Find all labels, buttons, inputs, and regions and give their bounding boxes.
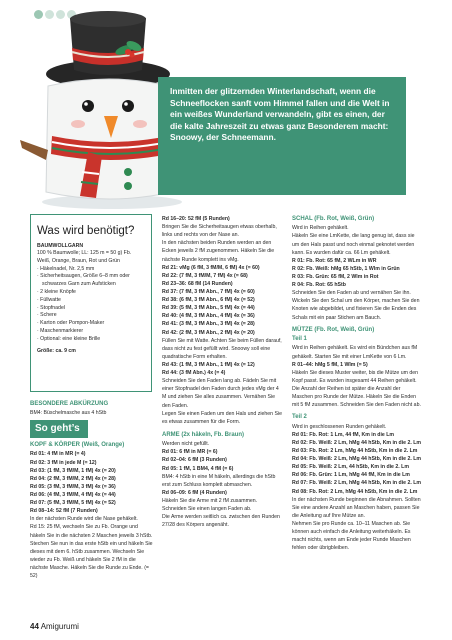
row-instruction: Rd 22: (7 fM, 3 fM/M, 7 fM) 4x (= 68) xyxy=(162,272,248,279)
row-instruction: Rd 03: Fb. Rot: 2 Lm, hMg 44 hStb, Km in die 2. Lm xyxy=(292,447,418,454)
section-heading-hat: MÜTZE (Fb. Rot, Weiß, Grün) xyxy=(292,326,375,333)
materials-title: Was wird benötigt? xyxy=(37,225,135,237)
row-instruction: Rd 06: Fb. Grün: 1 Lm, hMg 44 fM, Km in die Lm xyxy=(292,472,410,479)
row-instruction: Rd 41: (3 fM, 3 fM Abn., 3 fM) 4x (= 28) xyxy=(162,321,255,328)
paragraph: Legen Sie einen Faden um den Hals und ziehen Sie es etwas zusammen für die Form. xyxy=(162,410,282,425)
row-instruction: Rd 08–14: 52 fM (7 Runden) xyxy=(30,508,98,515)
yarn-title: BAUMWOLLGARN xyxy=(37,243,84,249)
paragraph: Rd 15: 25 fM, wechseln Sie zu Fb. Orange und häkeln Sie in die nächsten 2 Maschen jeweils 3 hStb. Stechen Sie nun in das erste hStb ein und häkeln Sie dieses mit dem 6. hStb zusammen. Wechseln Sie wieder zu Fb. Weiß und häkeln Sie 2 fM in die nächste Masche. Häkeln Sie die Runde zu Ende. (= 52) xyxy=(30,524,153,580)
part-2-heading: Teil 2 xyxy=(292,414,307,421)
row-instruction: R 01–44: hMg 5 fM, 1 Wlm (= 5) xyxy=(292,361,368,368)
row-instruction: Rd 44: (3 fM Abn.) 4x (= 4) xyxy=(162,370,226,377)
paragraph: Wird in Reihen gehäkelt. xyxy=(292,225,349,232)
list-item: · Karton oder Pompon-Maker xyxy=(37,320,105,327)
abbreviation-text: BM4: Büschelmasche aus 4 hStb xyxy=(30,410,107,417)
paragraph: Schneiden Sie einen langen Faden ab. xyxy=(162,506,252,513)
row-instruction: R 04: Fb. Rot: 65 hStb xyxy=(292,282,346,289)
row-instruction: Rd 37: (7 fM, 3 fM Abn., 7 fM) 4x (= 60) xyxy=(162,288,255,295)
list-item: · Schere xyxy=(37,312,57,319)
row-instruction: R 02: Fb. Weiß: hMg 65 hStb, 1 Wlm in Grün xyxy=(292,265,400,272)
size-label: Größe: ca. 9 cm xyxy=(37,347,76,354)
row-instruction: Rd 01: 4 fM in MR (= 4) xyxy=(30,451,86,458)
row-instruction: Rd 01: Fb. Rot: 1 Lm, 44 fM, Km in die Lm xyxy=(292,431,395,438)
section-heading-arms: ARME (2x häkeln, Fb. Braun) xyxy=(162,431,245,438)
list-item: · Sicherheitsaugen, Größe 6–8 mm oder schwarzes Garn zum Aufsticken xyxy=(37,273,130,288)
row-instruction: Rd 07: (5 fM, 3 fM/M, 5 fM) 4x (= 52) xyxy=(30,500,116,507)
paragraph: Nehmen Sie pro Runde ca. 10–11 Maschen ab. Sie können auch einfach die Anleitung weiterhäkeln. Es macht nichts, wenn am Ende jeder Runde Maschen fehlen oder übrigbleiben. xyxy=(292,520,411,552)
page-number: 44 xyxy=(30,622,39,631)
paragraph: Häkeln Sie dieses Muster weiter, bis die Mütze um den Kopf passt. Es wurden insgesamt 44 Reihen gehäkelt. Die Anzahl der Reihen ist später die Anzahl der Maschen pro Runde der Mütze. Häkeln Sie die Enden mit 5 fM zusammen. Schneiden Sie den Faden nicht ab. xyxy=(292,369,421,409)
row-instruction: Rd 02–04: 6 fM (3 Runden) xyxy=(162,457,227,464)
page-footer xyxy=(30,622,79,631)
paragraph: Die Arme werden seitlich ca. zwischen den Runden 27/28 des Körpers angenäht. xyxy=(162,514,280,529)
list-item: · 2 kleine Knöpfe xyxy=(37,288,76,295)
row-instruction: Rd 02: 3 fM in jede M (= 12) xyxy=(30,459,97,466)
intro-text: Inmitten der glitzernden Winterlandschaft, wenn die Schneeflocken sanft vom Himmel fallen und die Welt in ein weißes Wunderland verwandeln, gibt es einen, der die kalte Jahreszeit zu etwas ganz Besonderem macht: Snoowy, der Schneemann. xyxy=(170,86,390,143)
row-instruction: Rd 04: (2 fM, 3 fM/M, 2 fM) 4x (= 28) xyxy=(30,475,116,482)
paragraph: Schneiden Sie den Faden ab und vernähen Sie ihn. Wickeln Sie den Schal um den Körper, machen Sie den Knoten wie abgebildet, und fixieren Sie die Enden des Schals mit ein paar Stichen am Bauch. xyxy=(292,290,420,321)
list-item: · Stopfnadel xyxy=(37,304,65,311)
row-instruction: Rd 05: 1 fM, 1 BM4, 4 fM (= 6) xyxy=(162,465,234,472)
row-instruction: R 01: Fb. Rot: 65 fM, 2 WLm in WR xyxy=(292,257,377,264)
row-instruction: Rd 07: Fb. Weiß: 2 Lm, hMg 44 hStb, Km in die 2. Lm xyxy=(292,480,422,487)
paragraph: Häkeln Sie eine LmKette, die lang genug ist, dass sie um den Hals passt und noch einmal geknotet werden kann. Es wurden dafür ca. 66 Lm gehäkelt. xyxy=(292,233,415,256)
section-heading-head-body: KOPF & KÖRPER (Weiß, Orange) xyxy=(30,442,125,449)
row-instruction: Rd 08: Fb. Rot: 2 Lm, hMg 44 hStb, Km in die 2. Lm xyxy=(292,488,418,495)
row-instruction: Rd 23–36: 68 fM (14 Runden) xyxy=(162,280,233,287)
row-instruction: Rd 06: (4 fM, 3 fM/M, 4 fM) 4x (= 44) xyxy=(30,491,116,498)
paragraph: BM4: 4 hStb in eine M häkeln, allerdings die hStb erst zum Schluss komplett abmaschen. xyxy=(162,473,276,488)
row-instruction: Rd 39: (5 fM, 3 fM Abn., 5 fM) 4x (= 44) xyxy=(162,305,255,312)
row-instruction: Rd 42: (2 fM, 3 fM Abn., 2 fM) 4x (= 20) xyxy=(162,329,255,336)
row-instruction: Rd 40: (4 fM, 3 fM Abn., 4 fM) 4x (= 36) xyxy=(162,313,255,320)
row-instruction: Rd 21: vMg (6 fM, 3 fM/M, 6 fM) 4x (= 60) xyxy=(162,264,260,271)
row-instruction: Rd 38: (6 fM, 3 fM Abn., 6 fM) 4x (= 52) xyxy=(162,297,255,304)
row-instruction: Rd 04: Fb. Weiß: 2 Lm, hMg 44 hStb, Km in die 2. Lm xyxy=(292,456,422,463)
list-item: · Optional: eine kleine Brille xyxy=(37,335,101,342)
materials-list xyxy=(37,266,145,344)
column-3 xyxy=(292,215,422,552)
yarn-description: 100 % Baumwolle; LL: 125 m = 50 g) Fb. Weiß, Orange, Braun, Rot und Grün xyxy=(37,250,132,264)
list-item: · Füllwatte xyxy=(37,296,61,303)
section-heading-scarf: SCHAL (Fb. Rot, Weiß, Grün) xyxy=(292,216,375,222)
row-instruction: Rd 03: (1 fM, 3 fM/M, 1 fM) 4x (= 20) xyxy=(30,467,116,474)
list-item: · Häkelnadel, Nr. 2,5 mm xyxy=(37,265,95,272)
part-1-heading: Teil 1 xyxy=(292,336,307,343)
row-instruction: Rd 05: (3 fM, 3 fM/M, 3 fM) 4x (= 36) xyxy=(30,483,116,490)
abbreviation-heading: BESONDERE ABKÜRZUNG xyxy=(30,401,109,407)
paragraph: In der nächsten Runde wird die Nase gehäkelt. xyxy=(30,516,138,523)
row-instruction: Rd 05: Fb. Weiß: 2 Lm, 44 hStb, Km in die 2. Lm xyxy=(292,464,409,471)
row-instruction: Rd 01: 6 fM in MR (= 6) xyxy=(162,449,218,456)
paragraph: Häkeln Sie die Arme mit 2 fM zusammen. xyxy=(162,497,258,504)
paragraph: Wird in Reihen gehäkelt. Es wird ein Bündchen aus fM gehäkelt. Starten Sie mit einer LmKette von 6 Lm. xyxy=(292,345,418,360)
paragraph: In der nächsten Runde beginnen die Abnahmen. Sollten Sie eine andere Anzahl an Maschen haben, passen Sie die Anleitung auf Ihre Mütze an. xyxy=(292,496,421,519)
column-2 xyxy=(162,215,284,529)
instructions-tag: So geht’s xyxy=(30,420,88,438)
paragraph: Füllen Sie mit Watte. Achten Sie beim Füllen darauf, dass nicht zu fest gefüllt wird. Snoowy soll eine quadratische Form erhalten. xyxy=(162,337,282,360)
list-item: · Maschenmarkierer xyxy=(37,327,84,334)
materials-box xyxy=(30,214,152,392)
row-instruction: Rd 16–20: 52 fM (5 Runden) xyxy=(162,216,230,222)
intro-banner xyxy=(158,77,406,195)
paragraph: In den nächsten beiden Runden werden an den Ecken jeweils 2 fM zugenommen. Häkeln Sie die nächste Runde komplett ins vMg. xyxy=(162,240,275,263)
row-instruction: Rd 02: Fb. Weiß: 2 Lm, hMg 44 hStb, Km in die 2. Lm xyxy=(292,439,422,446)
paragraph: Werden nicht gefüllt. xyxy=(162,441,210,448)
paragraph: Wird in geschlossenen Runden gehäkelt. xyxy=(292,423,387,430)
column-1 xyxy=(30,400,154,580)
row-instruction: Rd 06–09: 6 fM (4 Runden) xyxy=(162,489,227,496)
row-instruction: R 03: Fb. Grün: 65 fM, 2 Wlm in Rot xyxy=(292,274,379,281)
magazine-name: Amigurumi xyxy=(40,622,79,631)
paragraph: Schneiden Sie den Faden lang ab. Fädeln Sie mit einer Stopfnadel den Faden durch jedes vMg der 4 M und ziehen Sie alles zusammen. Vernähen Sie den Faden. xyxy=(162,378,279,409)
row-instruction: Rd 43: (1 fM, 3 fM Abn., 1 fM) 4x (= 12) xyxy=(162,361,255,368)
paragraph: Bringen Sie die Sicherheitsaugen etwas oberhalb, links und rechts von der Nase an. xyxy=(162,224,277,239)
